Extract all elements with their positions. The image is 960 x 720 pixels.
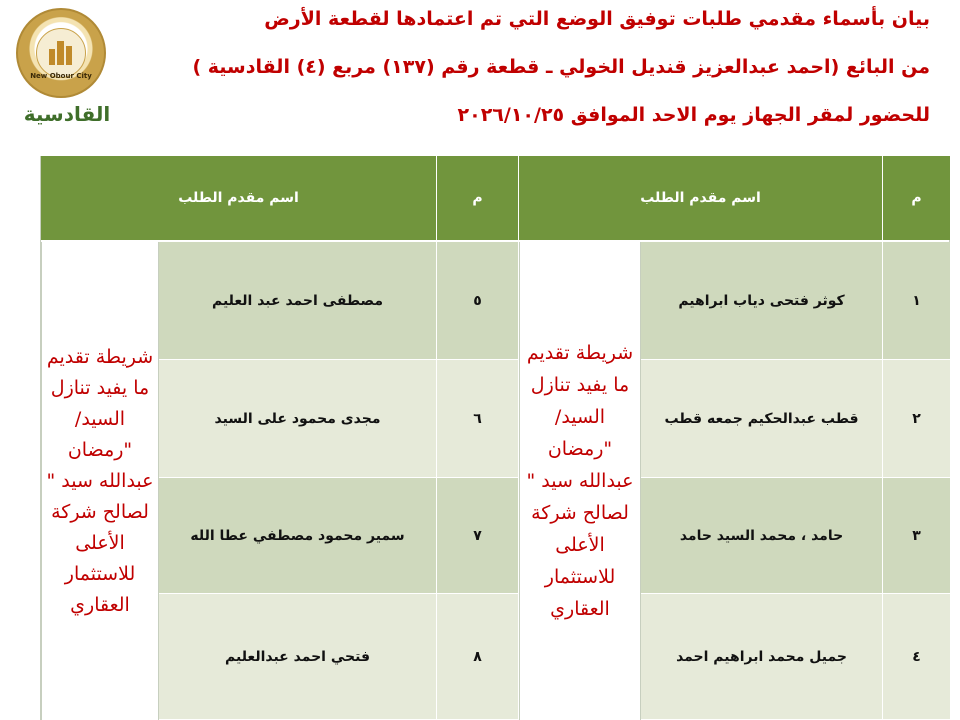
district-label: القادسية xyxy=(23,102,111,126)
table-row-num: ٣ xyxy=(883,478,951,594)
note-text-left: شريطة تقديم ما يفيد تنازل السيد/ "رمضان عبدالله سيد " لصالح شركة الأعلى للاستثمار العقاري xyxy=(46,345,154,616)
table-row-name: مجدى محمود على السيد xyxy=(159,360,437,478)
table-row-name: كوثر فتحى دياب ابراهيم xyxy=(641,242,883,360)
seal-caption: New Obour City xyxy=(30,72,92,80)
building-icon xyxy=(57,41,64,65)
title-line-3: للحضور لمقر الجهاز يوم الاحد الموافق ٢٠٢٦/١٠/٢٥ xyxy=(457,104,930,126)
title-line-1: بيان بأسماء مقدمي طلبات توفيق الوضع التي تم اعتمادها لقطعة الأرض xyxy=(264,8,930,30)
table-row-name: حامد ، محمد السيد حامد xyxy=(641,478,883,594)
table-row-name: مصطفى احمد عبد العليم xyxy=(159,242,437,360)
building-icon xyxy=(66,46,72,65)
note-cell-right xyxy=(519,242,641,720)
table-row-name: جميل محمد ابراهيم احمد xyxy=(641,594,883,720)
building-icon xyxy=(49,49,55,65)
document-header xyxy=(0,0,960,150)
table-row-num: ٨ xyxy=(437,594,519,720)
header-name-right: اسم مقدم الطلب xyxy=(519,156,883,240)
table-row-num: ١ xyxy=(883,242,951,360)
table-row-name: قطب عبدالحكيم جمعه قطب xyxy=(641,360,883,478)
table-row-num: ٧ xyxy=(437,478,519,594)
table-row-num: ٥ xyxy=(437,242,519,360)
city-authority-seal-icon xyxy=(16,8,106,98)
table-row-num: ٦ xyxy=(437,360,519,478)
title-line-2: من البائع (احمد عبدالعزيز قنديل الخولي ـ قطعة رقم (١٣٧) مربع (٤) القادسية ) xyxy=(192,56,930,78)
note-text-right: شريطة تقديم ما يفيد تنازل السيد/ "رمضان عبدالله سيد " لصالح شركة الأعلى للاستثمار العقاري xyxy=(526,342,634,620)
table-row-num: ٢ xyxy=(883,360,951,478)
header-num-left: م xyxy=(437,156,519,240)
header-name-left: اسم مقدم الطلب xyxy=(41,156,437,240)
table-row-name: سمير محمود مصطفي عطا الله xyxy=(159,478,437,594)
header-num-right: م xyxy=(883,156,951,240)
table-row-name: فتحي احمد عبدالعليم xyxy=(159,594,437,720)
applicants-table xyxy=(40,156,950,720)
seal-emblem xyxy=(36,28,86,78)
note-cell-left xyxy=(41,242,159,720)
table-row-num: ٤ xyxy=(883,594,951,720)
